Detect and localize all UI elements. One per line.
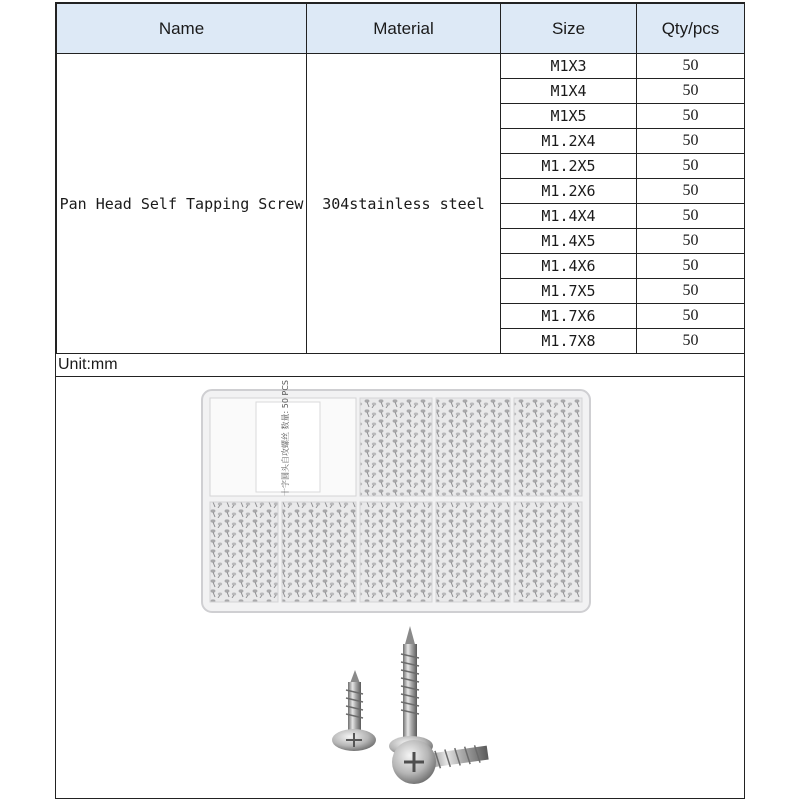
screw-closeups <box>332 626 489 784</box>
material-cell: 304stainless steel <box>307 54 501 354</box>
qty-cell: 50 <box>637 179 745 204</box>
product-name-cell: Pan Head Self Tapping Screw <box>57 54 307 354</box>
header-row <box>57 4 745 54</box>
product-photo <box>56 378 744 798</box>
qty-cell: 50 <box>637 204 745 229</box>
qty-cell: 50 <box>637 279 745 304</box>
spec-sheet <box>55 2 745 799</box>
qty-cell: 50 <box>637 304 745 329</box>
size-cell: M1X4 <box>501 79 637 104</box>
header-material: Material <box>307 4 501 54</box>
organizer-box <box>202 380 590 612</box>
qty-cell: 50 <box>637 329 745 354</box>
spec-table <box>56 3 745 354</box>
qty-cell: 50 <box>637 129 745 154</box>
qty-cell: 50 <box>637 104 745 129</box>
size-cell: M1.4X4 <box>501 204 637 229</box>
qty-cell: 50 <box>637 254 745 279</box>
header-qty: Qty/pcs <box>637 4 745 54</box>
size-cell: M1.7X8 <box>501 329 637 354</box>
header-name: Name <box>57 4 307 54</box>
size-cell: M1.7X5 <box>501 279 637 304</box>
size-cell: M1.2X6 <box>501 179 637 204</box>
size-cell: M1.4X5 <box>501 229 637 254</box>
qty-cell: 50 <box>637 79 745 104</box>
qty-cell: 50 <box>637 229 745 254</box>
box-label: 十字圆头自攻螺丝 数量: 50 PCS <box>281 380 290 496</box>
unit-label: Unit:mm <box>56 352 744 377</box>
size-cell: M1.2X4 <box>501 129 637 154</box>
size-cell: M1.2X5 <box>501 154 637 179</box>
size-cell: M1X3 <box>501 54 637 79</box>
size-cell: M1.4X6 <box>501 254 637 279</box>
table-row <box>57 54 745 79</box>
size-cell: M1X5 <box>501 104 637 129</box>
qty-cell: 50 <box>637 154 745 179</box>
size-cell: M1.7X6 <box>501 304 637 329</box>
header-size: Size <box>501 4 637 54</box>
qty-cell: 50 <box>637 54 745 79</box>
